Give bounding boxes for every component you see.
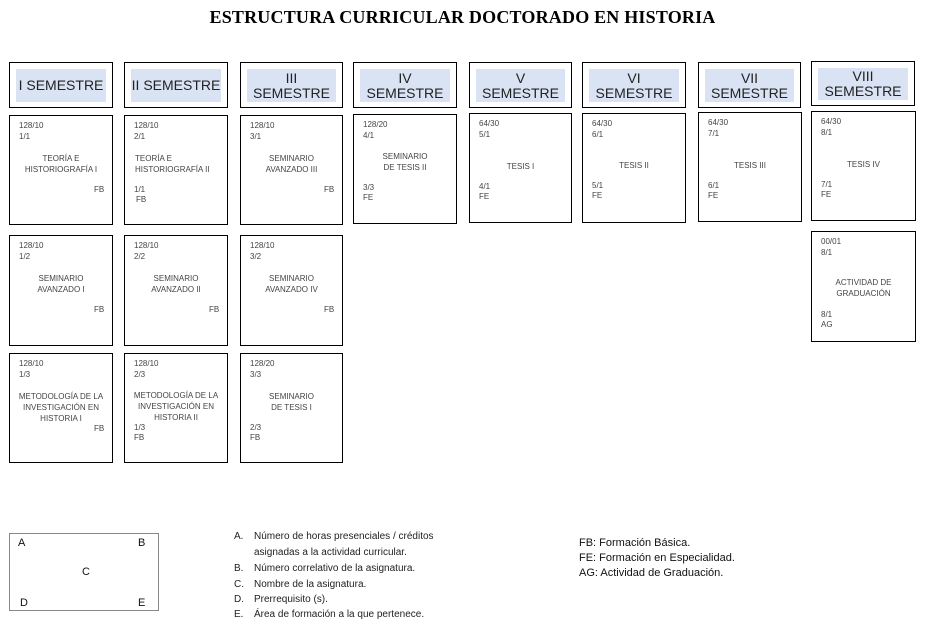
legend-key-box [9, 533, 159, 611]
legend-item-key: A. [234, 531, 244, 542]
course-code: 3/1 [250, 132, 262, 141]
course-prerequisite: 1/3 [134, 423, 146, 432]
course-area: AG [821, 320, 833, 329]
course-code: 3/2 [250, 252, 262, 261]
semester-label: III SEMESTRE [247, 69, 336, 102]
course-prerequisite: 7/1 [821, 180, 833, 189]
semester-label: VII SEMESTRE [705, 69, 794, 102]
legend-item-text: Área de formación a la que pertenece. [254, 609, 425, 620]
course-name: METODOLOGÍA DE LA INVESTIGACIÓN EN HISTORIA I [18, 392, 104, 423]
semester-header [698, 62, 801, 108]
course-name: TESIS II [619, 161, 649, 170]
area-legend-item: FB: Formación Básica. [579, 537, 691, 549]
course-code: 2/1 [134, 132, 146, 141]
course-area: FB [250, 433, 261, 442]
course-area: FB [94, 185, 105, 194]
course-name: TESIS III [733, 161, 766, 170]
course-name: METODOLOGÍA DE LA INVESTIGACIÓN EN HISTORIA II [133, 391, 219, 422]
course-code: 4/1 [363, 131, 375, 140]
course-area: FB [94, 305, 105, 314]
semester-header [811, 61, 915, 106]
course-code: 3/3 [250, 370, 262, 379]
course-code: 2/3 [134, 370, 146, 379]
semester-header [353, 62, 457, 108]
course-area: FB [324, 185, 335, 194]
course-hours-credits: 128/10 [134, 241, 159, 250]
course-name: TESIS I [506, 162, 535, 171]
course-hours-credits: 128/10 [19, 359, 44, 368]
course-hours-credits: 128/10 [134, 121, 159, 130]
course-prerequisite: 2/3 [250, 423, 262, 432]
legend-item-key: B. [234, 563, 244, 574]
course-box [9, 115, 113, 225]
legend-item-text: Número de horas presenciales / créditos [254, 531, 434, 542]
course-name: SEMINARIO DE TESIS II [382, 152, 428, 172]
course-box [124, 353, 228, 463]
legend-item-text: Nombre de la asignatura. [254, 579, 367, 590]
course-code: 8/1 [821, 128, 833, 137]
course-hours-credits: 64/30 [592, 119, 613, 128]
course-box [124, 115, 228, 225]
semester-header [9, 62, 113, 108]
legend-key-e: E [138, 597, 146, 609]
semester-label: II SEMESTRE [131, 69, 221, 102]
course-name: SEMINARIO AVANZADO I [37, 274, 85, 294]
course-prerequisite: 1/1 [134, 185, 146, 194]
course-name: TEORÍA E HISTORIOGRAFÍA I [24, 154, 98, 174]
course-name: TESIS IV [847, 160, 880, 169]
legend-item-text: Prerrequisito (s). [254, 594, 328, 605]
course-box [811, 231, 916, 342]
course-hours-credits: 128/10 [19, 241, 44, 250]
course-box [469, 113, 572, 223]
course-hours-credits: 64/30 [821, 117, 842, 126]
course-hours-credits: 128/10 [250, 241, 275, 250]
course-hours-credits: 128/10 [134, 359, 159, 368]
page-title: ESTRUCTURA CURRICULAR DOCTORADO EN HISTORIA [209, 7, 716, 27]
course-hours-credits: 64/30 [708, 118, 729, 127]
semester-header [469, 62, 572, 108]
course-prerequisite: 5/1 [592, 181, 604, 190]
course-area: FB [209, 305, 220, 314]
legend-item-text: asignadas a la actividad curricular. [254, 547, 407, 558]
course-box [240, 115, 343, 225]
course-code: 2/2 [134, 252, 146, 261]
course-area: FE [592, 191, 603, 200]
course-box [698, 112, 802, 222]
course-area: FE [479, 192, 490, 201]
course-box [240, 353, 343, 463]
course-name: ACTIVIDAD DE GRADUACIÓN [835, 278, 892, 298]
course-box [353, 114, 457, 224]
semester-label: IV SEMESTRE [360, 69, 450, 102]
semester-header [124, 62, 228, 108]
area-legend-item: FE: Formación en Especialidad. [579, 552, 735, 564]
course-hours-credits: 128/20 [250, 359, 275, 368]
course-name: SEMINARIO AVANZADO II [151, 274, 201, 294]
course-code: 8/1 [821, 248, 833, 257]
course-hours-credits: 00/01 [821, 237, 842, 246]
semester-header [582, 62, 686, 108]
course-code: 7/1 [708, 129, 720, 138]
semester-label: VI SEMESTRE [589, 69, 679, 102]
course-area: FB [134, 433, 145, 442]
course-box [9, 353, 113, 463]
semester-header [240, 62, 343, 108]
area-legend-item: AG: Actividad de Graduación. [579, 567, 724, 579]
course-box [124, 235, 228, 346]
course-area: FB [324, 305, 335, 314]
semester-label: VIII SEMESTRE [818, 68, 908, 100]
course-code: 5/1 [479, 130, 491, 139]
area-legend [579, 536, 735, 581]
course-prerequisite: 4/1 [479, 182, 491, 191]
course-name: SEMINARIO DE TESIS I [269, 392, 314, 412]
course-code: 6/1 [592, 130, 604, 139]
course-area: FB [94, 424, 105, 433]
legend-item-key: E. [234, 609, 244, 620]
course-prerequisite: 8/1 [821, 310, 833, 319]
course-code: 1/2 [19, 252, 31, 261]
course-hours-credits: 64/30 [479, 119, 500, 128]
course-box [811, 111, 916, 221]
course-prerequisite: 3/3 [363, 183, 375, 192]
course-code: 1/3 [19, 370, 31, 379]
course-box [9, 235, 113, 346]
course-area: FE [363, 193, 374, 202]
course-area: FB [136, 195, 147, 204]
course-hours-credits: 128/10 [250, 121, 275, 130]
course-hours-credits: 128/10 [19, 121, 44, 130]
course-name: SEMINARIO AVANZADO IV [265, 274, 318, 294]
legend-key-d: D [20, 597, 28, 609]
legend-key-b: B [138, 537, 146, 549]
course-code: 1/1 [19, 132, 31, 141]
course-name: TEORÍA E HISTORIOGRAFÍA II [135, 154, 210, 174]
legend-item-key: C. [234, 579, 244, 590]
legend-key-c: C [82, 566, 90, 578]
course-prerequisite: 6/1 [708, 181, 720, 190]
course-hours-credits: 128/20 [363, 120, 388, 129]
course-name: SEMINARIO AVANZADO III [265, 154, 318, 174]
course-box [240, 235, 343, 346]
legend-key-a: A [18, 537, 26, 549]
semester-label: V SEMESTRE [476, 69, 565, 102]
semester-label: I SEMESTRE [16, 69, 106, 102]
course-area: FE [708, 191, 719, 200]
legend-item-key: D. [234, 594, 244, 605]
legend-item-text: Número correlativo de la asignatura. [254, 563, 416, 574]
course-area: FE [821, 190, 832, 199]
course-box [582, 113, 686, 223]
